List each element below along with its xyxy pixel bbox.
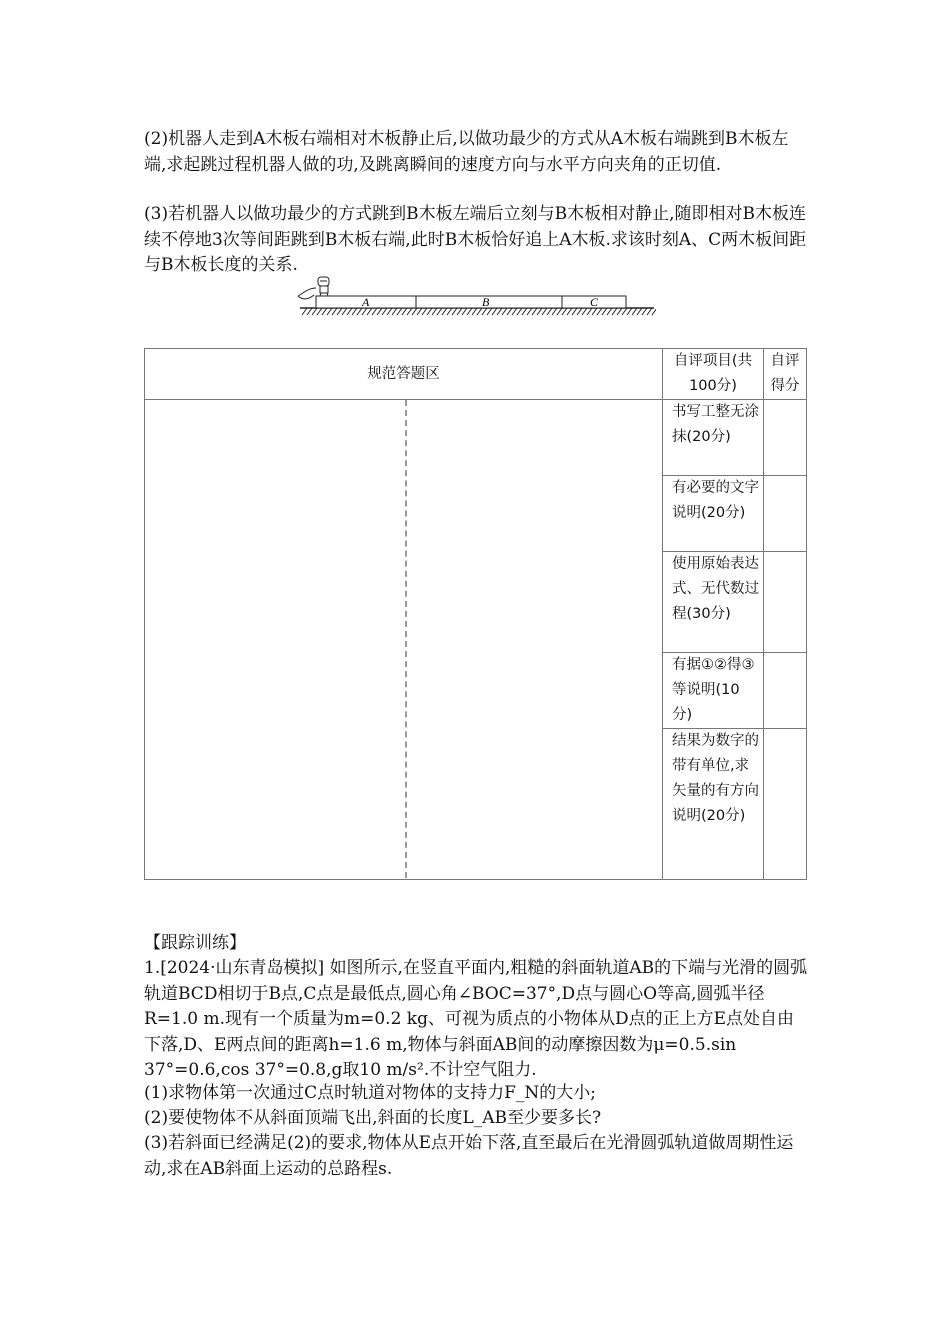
boards-figure — [294, 274, 656, 320]
self-eval-item: 书写工整无涂抹(20分) — [663, 400, 764, 476]
self-eval-item: 有据①②得③等说明(10分) — [663, 653, 764, 729]
problem-part-2-text: (2)机器人走到A木板右端相对木板静止后,以做功最少的方式从A木板右端跳到B木板左端,求起跳过程机器人做的功,及跳离瞬间的速度方向与水平方向夹角的正切值. — [144, 129, 789, 175]
problem-part-2 — [144, 127, 808, 178]
self-eval-item-header: 自评项目(共100分) — [663, 349, 764, 400]
dashed-divider — [405, 400, 407, 878]
board-a-label: A — [362, 295, 370, 309]
grading-table-header-row — [145, 349, 807, 400]
problem-part-3 — [144, 202, 808, 279]
problem-part-3-text: (3)若机器人以做功最少的方式跳到B木板左端后立刻与B木板相对静止,随即相对B木板连续不停地3次等间距跳到B木板右端,此时B木板恰好追上A木板.求该时刻A、C两木板间距与B木板长度的关系. — [144, 204, 807, 275]
self-eval-score-cell[interactable] — [764, 552, 807, 653]
question-2: (2)要使物体不从斜面顶端飞出,斜面的长度L_AB至少要多长? — [144, 1108, 602, 1128]
answer-area[interactable] — [145, 400, 663, 880]
follow-up-heading: 【跟踪训练】 — [144, 933, 246, 953]
ground-hatching — [302, 308, 656, 315]
self-eval-score-cell[interactable] — [764, 653, 807, 729]
board-b-label: B — [482, 295, 490, 309]
self-eval-score-cell[interactable] — [764, 729, 807, 880]
answer-area-header: 规范答题区 — [145, 349, 663, 400]
problem-text: 如图所示,在竖直平面内,粗糙的斜面轨道AB的下端与光滑的圆弧轨道BCD相切于B点,C点是最低点,圆心角∠BOC=37°,D点与圆心O等高,圆弧半径R=1.0 m.现有一个质量为m=0.2 kg、可视为质点的小物体从D点的正上方E点处自由下落,D、E两点间的距离h=1.6 m,物体与斜面AB间的动摩擦因数为μ=0.5.sin 37°=0.6,cos 37°=0.8,g取10 m/s².不计空气阻力. — [144, 958, 808, 1080]
self-eval-score-cell[interactable] — [764, 476, 807, 552]
self-eval-item: 有必要的文字说明(20分) — [663, 476, 764, 552]
self-eval-item: 结果为数字的带有单位,求矢量的有方向说明(20分) — [663, 729, 764, 880]
grading-table — [144, 348, 807, 880]
self-eval-score-cell[interactable] — [764, 400, 807, 476]
problem-source: 1.[2024·山东青岛模拟] — [144, 958, 325, 978]
self-eval-item: 使用原始表达式、无代数过程(30分) — [663, 552, 764, 653]
self-eval-score-header: 自评得分 — [764, 349, 807, 400]
question-3: (3)若斜面已经满足(2)的要求,物体从E点开始下落,直至最后在光滑圆弧轨道做周期性运动,求在AB斜面上运动的总路程s. — [144, 1133, 794, 1179]
question-1: (1)求物体第一次通过C点时轨道对物体的支持力F_N的大小; — [144, 1083, 596, 1103]
follow-up-problem — [144, 956, 808, 1084]
board-c-label: C — [590, 295, 599, 309]
grading-row — [145, 400, 807, 476]
